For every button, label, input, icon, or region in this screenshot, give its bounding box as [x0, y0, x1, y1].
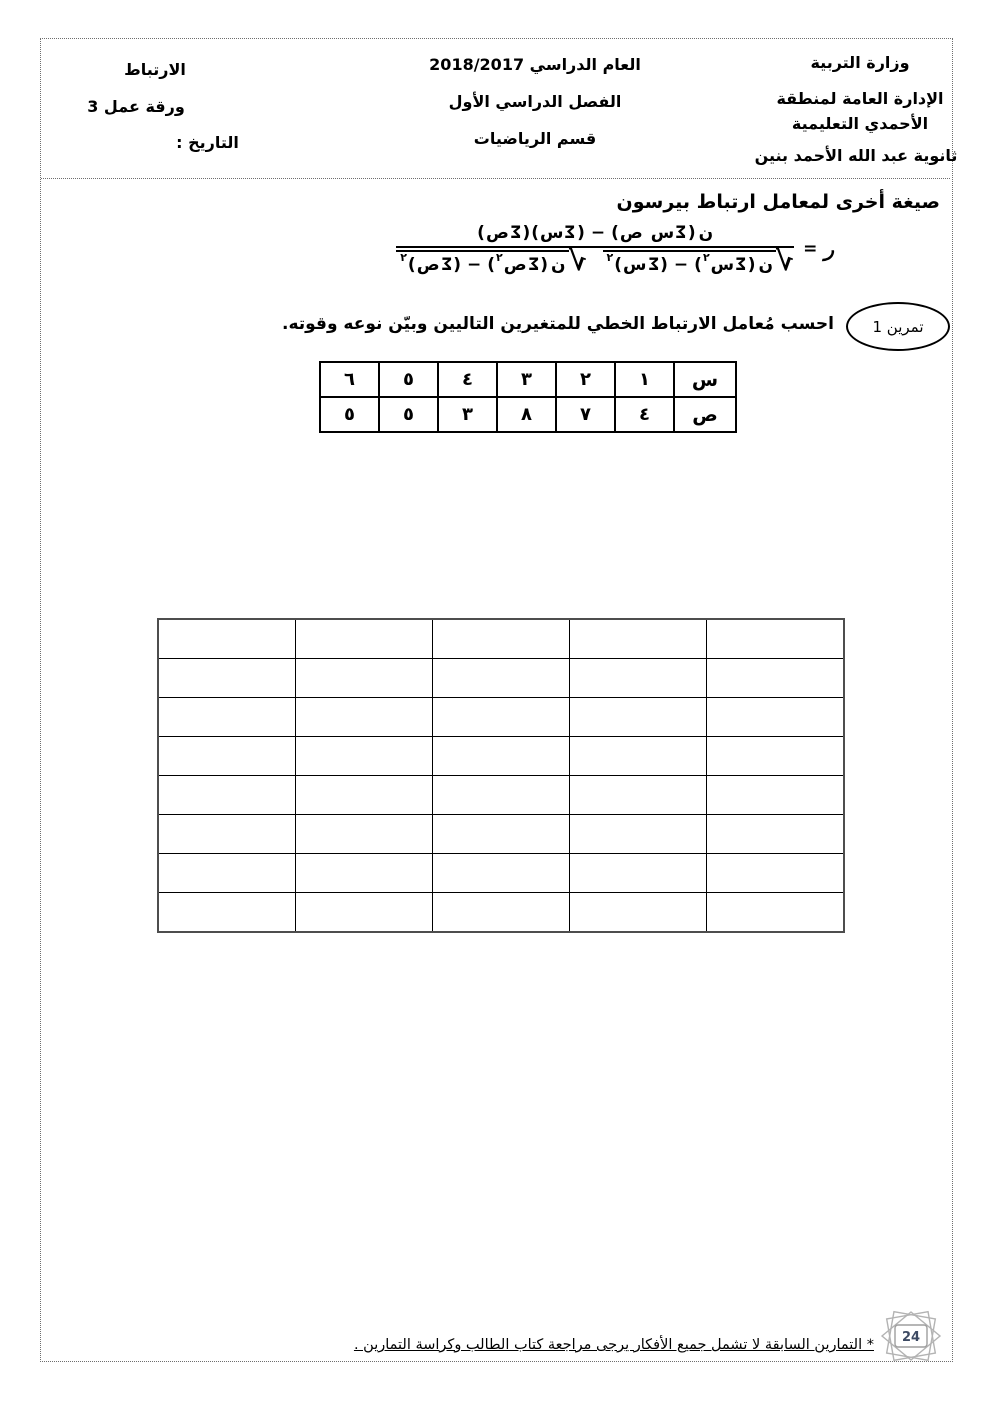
worksheet-cell	[570, 854, 707, 893]
worksheet-cell	[707, 815, 845, 854]
header-worksheet-number: ورقة عمل 3	[87, 97, 185, 116]
worksheet-cell	[433, 698, 570, 737]
worksheet-cell	[296, 776, 433, 815]
sigma-symbol: Σ	[509, 223, 522, 243]
worksheet-row	[158, 854, 844, 893]
exercise-badge: تمرين 1	[846, 302, 950, 351]
worksheet-cell	[158, 659, 296, 698]
footer-note: * التمارين السابقة لا تشمل جميع الأفكار يرجى مراجعة كتاب الطالب وكراسة التمارين .	[353, 1337, 874, 1353]
exercise-data-table	[319, 361, 737, 433]
formula-fraction	[396, 223, 794, 275]
header-semester: الفصل الدراسي الأول	[448, 92, 622, 111]
x-value: ٣	[497, 362, 556, 397]
worksheet-cell	[433, 737, 570, 776]
worksheet-cell	[570, 737, 707, 776]
header-divider	[41, 178, 950, 179]
worksheet-row	[158, 893, 844, 933]
worksheet-cell	[570, 815, 707, 854]
worksheet-cell	[707, 776, 845, 815]
worksheet-cell	[296, 893, 433, 933]
worksheet-cell	[707, 659, 845, 698]
worksheet-row	[158, 619, 844, 659]
radical-y: ٢ ( ص Σ ) − ( ٢ ص Σ ) ن √	[396, 250, 586, 275]
y-value: ٥	[379, 397, 438, 432]
worksheet-cell	[707, 893, 845, 933]
header-directorate-line1: الإدارة العامة لمنطقة	[776, 89, 944, 108]
worksheet-cell	[158, 815, 296, 854]
y-value: ٨	[497, 397, 556, 432]
worksheet-cell	[296, 737, 433, 776]
pearson-formula	[396, 223, 834, 275]
page-number: 24	[901, 1330, 921, 1345]
worksheet-row	[158, 659, 844, 698]
worksheet-cell	[570, 698, 707, 737]
sigma-symbol: Σ	[440, 255, 453, 275]
worksheet-cell	[158, 698, 296, 737]
sigma-symbol: Σ	[735, 255, 747, 275]
formula-numerator: ( ص Σ ) ( س Σ ) − ( ص س Σ ) ن	[477, 223, 714, 243]
worksheet-cell	[158, 737, 296, 776]
worksheet-row	[158, 737, 844, 776]
row-x-label: س	[674, 362, 736, 397]
sigma-symbol: Σ	[564, 223, 577, 243]
worksheet-cell	[158, 619, 296, 659]
header-school: ثانوية عبد الله الأحمد بنين	[754, 146, 958, 165]
worksheet-cell	[158, 776, 296, 815]
worksheet-cell	[433, 776, 570, 815]
header-department: قسم الرياضيات	[473, 129, 597, 148]
worksheet-row	[158, 698, 844, 737]
y-value: ٣	[438, 397, 497, 432]
x-value: ٦	[320, 362, 379, 397]
worksheet-cell	[296, 854, 433, 893]
worksheet-cell	[570, 619, 707, 659]
worksheet-cell	[433, 854, 570, 893]
worksheet-cell	[433, 619, 570, 659]
formula-title: صيغة أخرى لمعامل ارتباط بيرسون	[616, 191, 940, 213]
radical-sign-icon: √	[776, 246, 795, 277]
worksheet-cell	[707, 854, 845, 893]
worksheet-row	[158, 815, 844, 854]
header-topic: الارتباط	[124, 60, 186, 79]
equals-sign: =	[803, 239, 818, 259]
worksheet-cell	[296, 815, 433, 854]
worksheet-cell	[158, 854, 296, 893]
sigma-symbol: Σ	[647, 255, 660, 275]
worksheet-cell	[296, 659, 433, 698]
y-value: ٤	[615, 397, 674, 432]
worksheet-cell	[433, 815, 570, 854]
worksheet-cell	[296, 619, 433, 659]
y-value: ٧	[556, 397, 615, 432]
row-y-label: ص	[674, 397, 736, 432]
worksheet-cell	[433, 659, 570, 698]
worksheet-cell	[707, 619, 845, 659]
formula-denominator	[396, 246, 795, 277]
correlation-symbol: ر	[824, 237, 834, 261]
worksheet-cell	[570, 659, 707, 698]
x-value: ٢	[556, 362, 615, 397]
x-value: ١	[615, 362, 674, 397]
worksheet-row	[158, 776, 844, 815]
header-ministry: وزارة التربية	[810, 53, 910, 72]
header-academic-year: العام الدراسي 2018/2017	[429, 55, 641, 74]
x-value: ٥	[379, 362, 438, 397]
worksheet-cell	[433, 893, 570, 933]
table-row-x	[320, 362, 736, 397]
header-date-label: التاريخ :	[176, 133, 239, 152]
worksheet-cell	[158, 893, 296, 933]
worksheet-cell	[707, 737, 845, 776]
y-value: ٥	[320, 397, 379, 432]
empty-working-table	[157, 618, 845, 933]
worksheet-cell	[570, 893, 707, 933]
worksheet-cell	[296, 698, 433, 737]
header-directorate-line2: الأحمدي التعليمية	[791, 114, 929, 133]
fraction-bar	[396, 246, 794, 248]
worksheet-cell	[707, 698, 845, 737]
sigma-symbol: Σ	[675, 223, 687, 243]
sigma-symbol: Σ	[527, 255, 540, 275]
radical-x: ٢ ( س Σ ) − ( ٢ س Σ ) ن √	[603, 250, 795, 275]
exercise-instruction: احسب مُعامل الارتباط الخطي للمتغيرين التاليين وبيّن نوعه وقوته.	[282, 314, 834, 334]
table-row-y	[320, 397, 736, 432]
x-value: ٤	[438, 362, 497, 397]
worksheet-cell	[570, 776, 707, 815]
radical-sign-icon: √	[568, 246, 587, 277]
page-number-seal-icon	[874, 1310, 948, 1362]
